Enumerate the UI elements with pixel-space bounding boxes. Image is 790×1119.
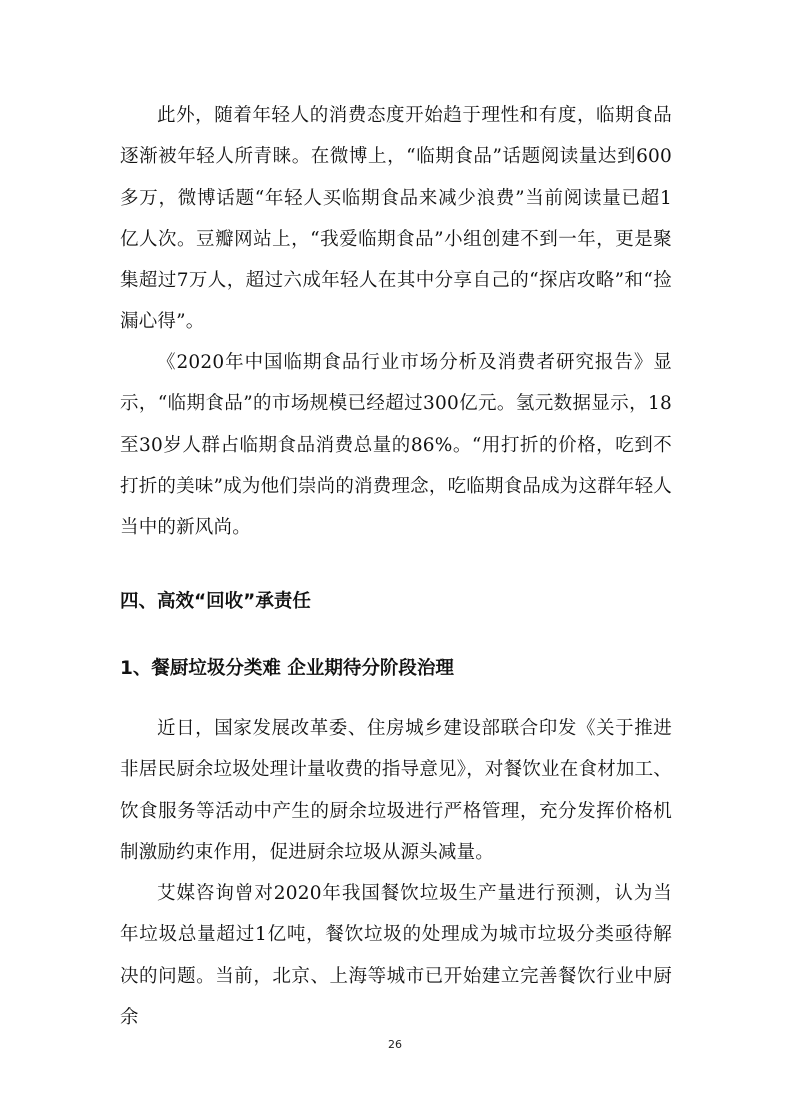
paragraph-waste-forecast: 艾媒咨询曾对2020年我国餐饮垃圾生产量进行预测，认为当年垃圾总量超过1亿吨，餐饮垃圾的处理成为城市垃圾分类亟待解决的问题。当前，北京、上海等城市已开始建立完善餐饮行业中厨余 (120, 883, 672, 1028)
section-heading: 四、高效“回收”承责任 (120, 591, 311, 612)
paragraph-market-report: 《2020年中国临期食品行业市场分析及消费者研究报告》显示，“临期食品”的市场规模已经超过300亿元。氢元数据显示，18至30岁人群占临期食品消费总量的86%。“用打折的价格，吃到不打折的美味”成为他们崇尚的消费理念，吃临期食品成为这群年轻人当中的新风尚。 (120, 352, 672, 539)
paragraph-young-consumers: 此外，随着年轻人的消费态度开始趋于理性和有度，临期食品逐渐被年轻人所青睐。在微博上，“临期食品”话题阅读量达到600多万，微博话题“年轻人买临期食品来减少浪费”当前阅读量已超1亿人次。豆瓣网站上，“我爱临期食品”小组创建不到一年，更是聚集超过7万人，超过六成年轻人在其中分享自己的“探店攻略”和“捡漏心得”。 (120, 105, 672, 333)
subsection-heading: 1、餐厨垃圾分类难 企业期待分阶段治理 (120, 658, 454, 679)
page-number: 26 (388, 1038, 402, 1051)
paragraph-policy-notice: 近日，国家发展改革委、住房城乡建设部联合印发《关于推进非居民厨余垃圾处理计量收费的指导意见》，对餐饮业在食材加工、饮食服务等活动中产生的厨余垃圾进行严格管理，充分发挥价格机制激励约束作用，促进厨余垃圾从源头减量。 (120, 718, 672, 863)
